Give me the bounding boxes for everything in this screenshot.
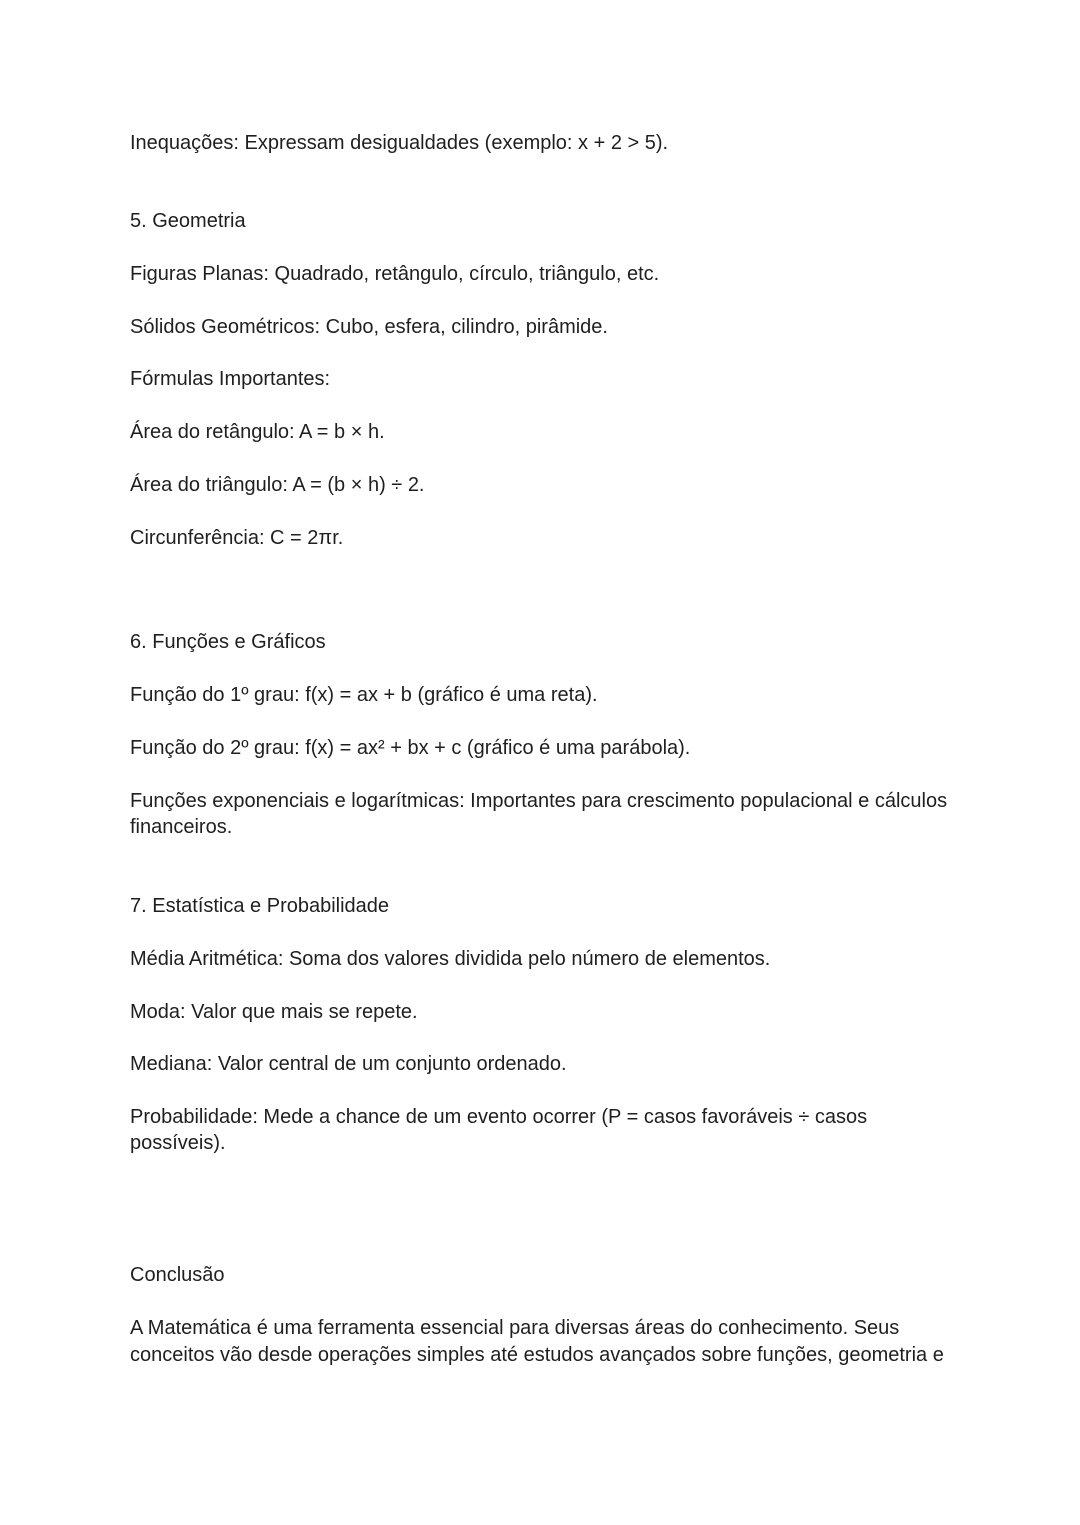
section-heading-conclusao: Conclusão — [130, 1264, 225, 1286]
paragraph-line: A Matemática é uma ferramenta essencial para diversas áreas do conhecimento. Seus — [130, 1317, 900, 1339]
paragraph-line: conceitos vão desde operações simples até estudos avançados sobre funções, geometria e — [130, 1344, 944, 1366]
paragraph-line: financeiros. — [130, 816, 233, 838]
area-retangulo-formula: Área do retângulo: A = b × h. — [130, 421, 385, 443]
paragraph-line: Funções exponenciais e logarítmicas: Importantes para crescimento populacional e cálculos — [130, 790, 948, 812]
media-paragraph: Média Aritmética: Soma dos valores dividida pelo número de elementos. — [130, 948, 771, 970]
probabilidade-paragraph — [130, 1104, 867, 1156]
funcao-1-grau-paragraph: Função do 1º grau: f(x) = ax + b (gráfico é uma reta). — [130, 684, 598, 706]
mediana-paragraph: Mediana: Valor central de um conjunto ordenado. — [130, 1053, 567, 1075]
funcao-2-grau-paragraph: Função do 2º grau: f(x) = ax² + bx + c (gráfico é uma parábola). — [130, 737, 691, 759]
funcoes-exponenciais-paragraph — [130, 788, 947, 840]
area-triangulo-formula: Área do triângulo: A = (b × h) ÷ 2. — [130, 474, 425, 496]
solidos-paragraph: Sólidos Geométricos: Cubo, esfera, cilindro, pirâmide. — [130, 316, 608, 338]
paragraph-line: Probabilidade: Mede a chance de um evento ocorrer (P = casos favoráveis ÷ casos — [130, 1106, 868, 1128]
formulas-label: Fórmulas Importantes: — [130, 368, 331, 390]
paragraph-line: possíveis). — [130, 1132, 226, 1154]
section-heading-funcoes: 6. Funções e Gráficos — [130, 631, 326, 653]
circunferencia-formula: Circunferência: C = 2πr. — [130, 527, 344, 549]
figuras-planas-paragraph: Figuras Planas: Quadrado, retângulo, círculo, triângulo, etc. — [130, 263, 660, 285]
inequacoes-paragraph: Inequações: Expressam desigualdades (exemplo: x + 2 > 5). — [130, 132, 669, 154]
conclusao-paragraph — [130, 1315, 944, 1369]
section-heading-estatistica: 7. Estatística e Probabilidade — [130, 895, 390, 917]
moda-paragraph: Moda: Valor que mais se repete. — [130, 1001, 418, 1023]
section-heading-geometria: 5. Geometria — [130, 210, 246, 232]
